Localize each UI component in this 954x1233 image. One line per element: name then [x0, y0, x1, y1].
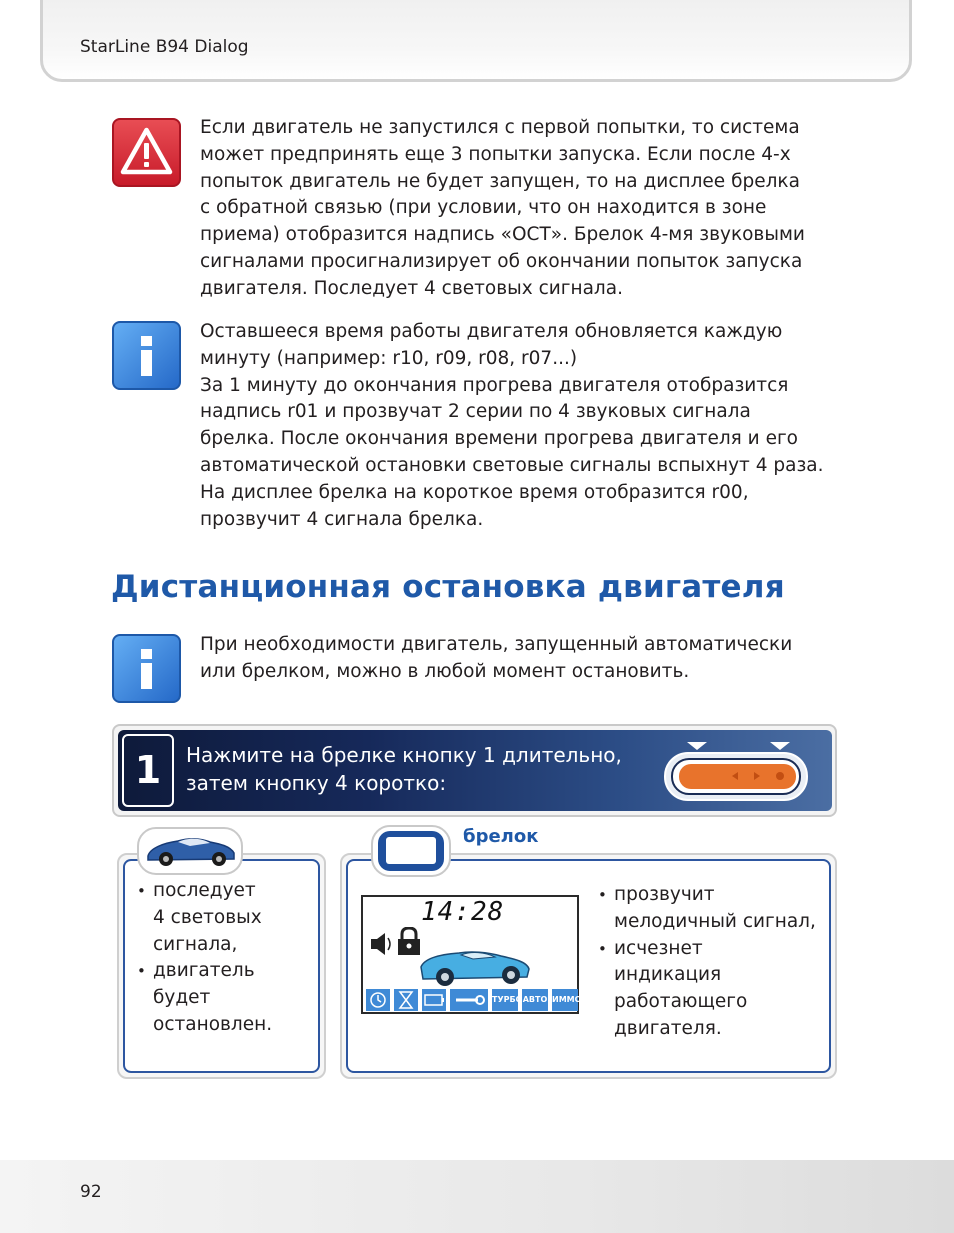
list-item: • прозвучит мелодичный сигнал, — [598, 882, 830, 936]
lcd-label-turbo: ТУРБО — [492, 989, 518, 1011]
fob-lcd-display — [361, 895, 582, 1014]
wrench-icon — [450, 989, 488, 1011]
fob-result-list — [598, 882, 830, 1043]
step-number: 1 — [122, 734, 174, 807]
info-note-text-2: При необходимости двигатель, запущенный автоматически или брелком, можно в любой момент остановить. — [200, 634, 793, 682]
car-icon — [421, 952, 529, 986]
info-note-text: Оставшееся время работы двигателя обновляется каждую минуту (например: r10, r09, r08, r07...) За 1 минуту до окончания прогрева двигателя отобразится надпись r01 и прозвучат 2 серии по 4 звуковых сигнала брелка. После окончания времени прогрева двигателя и его автоматической остановки световые сигналы вспыхнут 4 раза. На дисплее брелка на короткое время отобразится r00, прозвучит 4 сигнала брелка. — [200, 321, 824, 530]
keyfob-icon — [370, 824, 452, 878]
footer-band — [0, 1160, 954, 1233]
info-icon — [112, 634, 181, 703]
list-item: • исчезнет индикация работающего двигателя. — [598, 936, 830, 1043]
lcd-time: 14:28 — [421, 897, 505, 927]
page-number: 92 — [80, 1182, 102, 1202]
section-title: Дистанционная остановка двигателя — [111, 569, 785, 605]
warning-note-text: Если двигатель не запустился с первой попытки, то система может предпринять еще 3 попытки запуска. Если после 4-х попыток двигатель не будет запущен, то на дисплее брелка с обратной связью (при условии, что он находится в зоне приема) отобразится надпись «ОСТ». Брелок 4-мя звуковыми сигналами просигнализирует об окончании попыток запуска двигателя. Последует 4 световых сигнала. — [200, 117, 805, 299]
info-icon — [112, 321, 181, 390]
list-item: • последует 4 световых сигнала, — [137, 878, 317, 958]
document-title: StarLine B94 Dialog — [80, 37, 249, 57]
fob-label: брелок — [463, 826, 539, 847]
step-instruction: Нажмите на брелке кнопку 1 длительно, затем кнопку 4 коротко: — [186, 743, 622, 795]
car-result-list — [137, 878, 317, 1039]
battery-icon — [422, 989, 446, 1011]
fob-buttons-illustration — [662, 740, 812, 804]
car-icon — [136, 826, 244, 876]
arrow-down-icon — [770, 742, 790, 750]
clock-icon — [366, 989, 390, 1011]
speaker-icon — [371, 933, 390, 955]
hourglass-icon — [394, 989, 418, 1011]
lock-icon — [398, 928, 420, 955]
list-item: • двигатель будет остановлен. — [137, 958, 317, 1038]
arrow-down-icon — [687, 742, 707, 750]
lcd-label-immo: ИММО — [552, 989, 578, 1011]
lcd-indicator-row — [366, 989, 582, 1011]
warning-icon — [112, 118, 181, 187]
lcd-label-auto: АВТО — [522, 989, 548, 1011]
